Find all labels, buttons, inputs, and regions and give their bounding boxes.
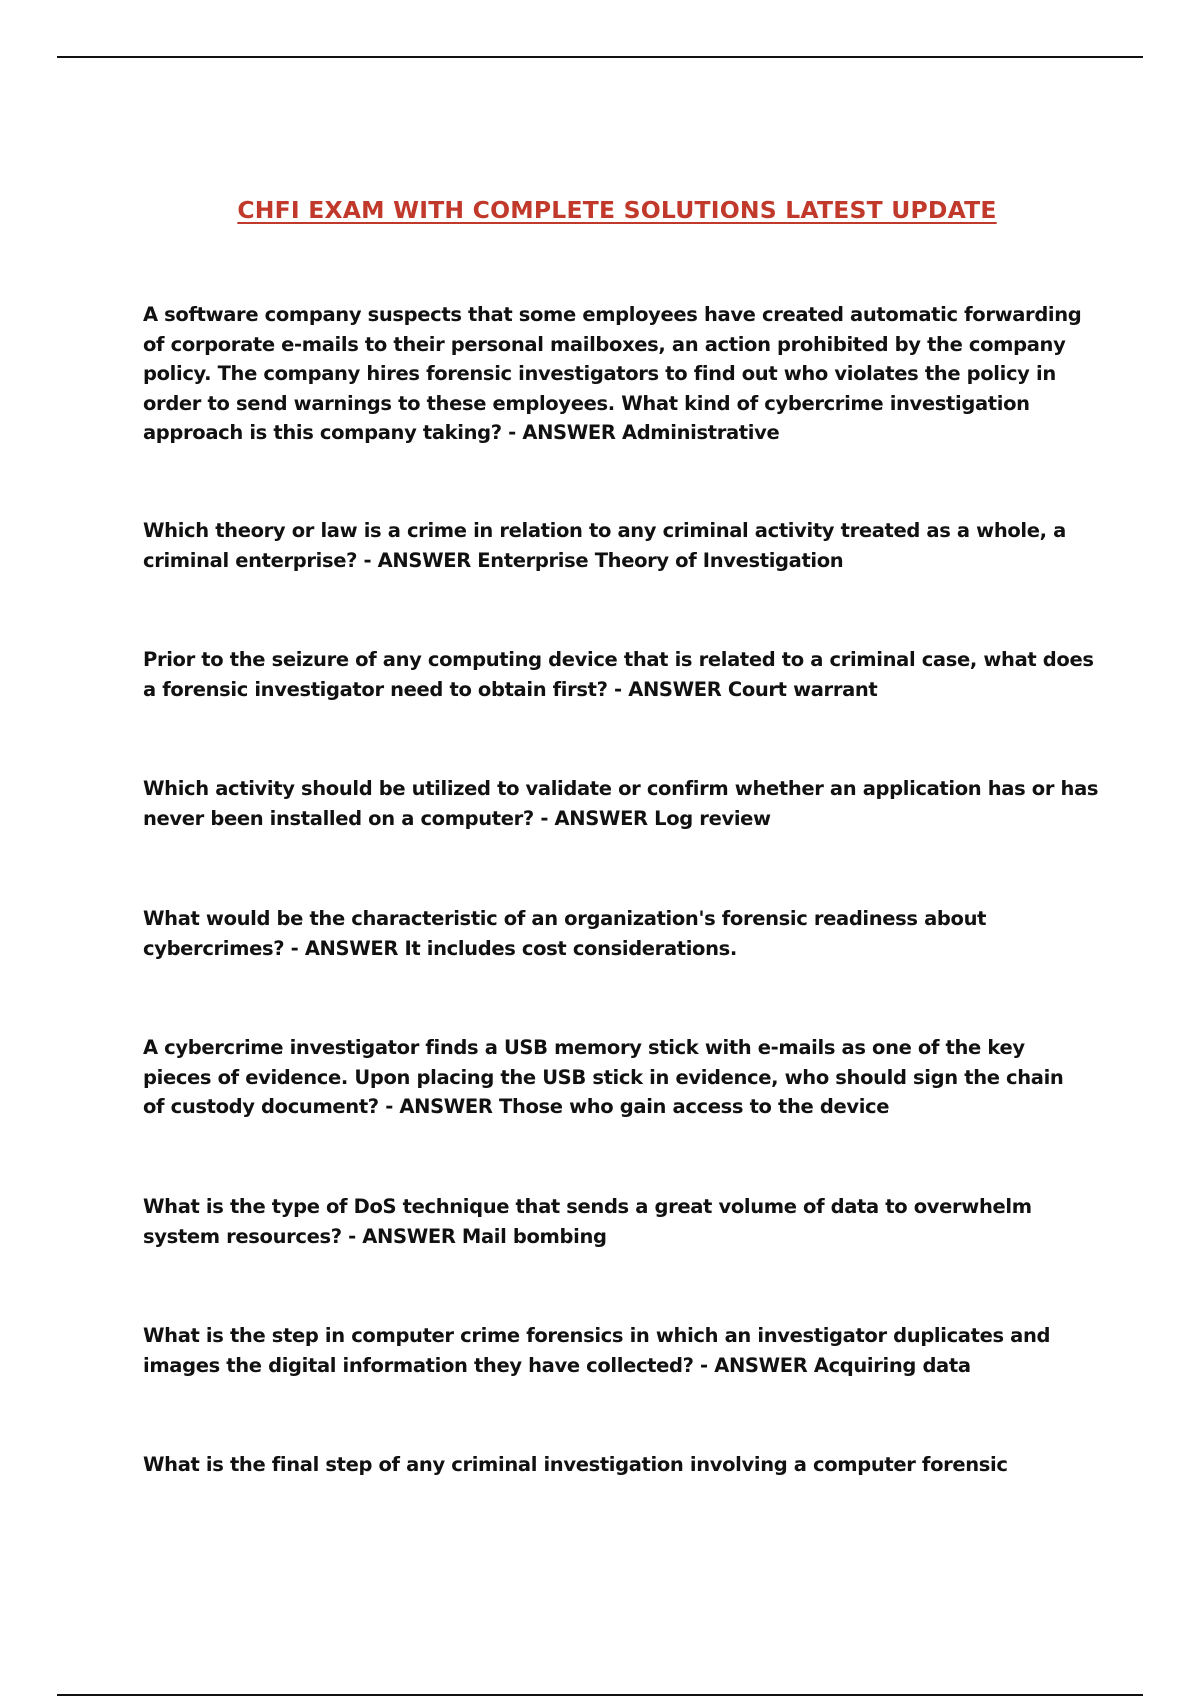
footer-divider (57, 1694, 1143, 1696)
qa-line: Which activity should be utilized to validate or confirm whether an application has or has (143, 777, 1099, 800)
qa-item-6 (143, 1033, 1103, 1122)
qa-line: policy. The company hires forensic investigators to find out who violates the policy in (143, 362, 1056, 385)
qa-line: of corporate e-mails to their personal mailboxes, an action prohibited by the company (143, 332, 1066, 356)
qa-item-7 (143, 1192, 1103, 1251)
qa-line: What is the final step of any criminal investigation involving a computer forensic (143, 1453, 1008, 1476)
qa-line: images the digital information they have collected? - ANSWER Acquiring data (143, 1353, 971, 1377)
qa-item-9 (143, 1450, 1103, 1480)
qa-item-2 (143, 516, 1103, 575)
qa-item-3 (143, 645, 1103, 704)
qa-line: approach is this company taking? - ANSWER Administrative (143, 421, 780, 444)
qa-item-8 (143, 1321, 1103, 1380)
qa-line: system resources? - ANSWER Mail bombing (143, 1224, 607, 1248)
qa-line: What would be the characteristic of an organization's forensic readiness about (143, 907, 987, 930)
qa-line: Which theory or law is a crime in relation to any criminal activity treated as a whole, a (143, 519, 1066, 542)
qa-line: pieces of evidence. Upon placing the USB stick in evidence, who should sign the chain (143, 1065, 1064, 1089)
document-title: CHFI EXAM WITH COMPLETE SOLUTIONS LATEST UPDATE (237, 196, 997, 224)
qa-line: never been installed on a computer? - ANSWER Log review (143, 806, 771, 830)
qa-line: Prior to the seizure of any computing device that is related to a criminal case, what does (143, 648, 1094, 671)
header-divider (57, 56, 1143, 58)
qa-line: order to send warnings to these employees. What kind of cybercrime investigation (143, 391, 1030, 415)
qa-line: criminal enterprise? - ANSWER Enterprise Theory of Investigation (143, 548, 844, 572)
qa-line: A software company suspects that some employees have created automatic forwarding (143, 303, 1082, 326)
qa-line: What is the step in computer crime forensics in which an investigator duplicates and (143, 1324, 1051, 1347)
qa-item-1 (143, 300, 1103, 448)
qa-line: What is the type of DoS technique that sends a great volume of data to overwhelm (143, 1195, 1032, 1218)
qa-line: of custody document? - ANSWER Those who gain access to the device (143, 1095, 890, 1118)
qa-item-4 (143, 774, 1103, 833)
qa-line: a forensic investigator need to obtain first? - ANSWER Court warrant (143, 677, 878, 701)
qa-line: A cybercrime investigator finds a USB memory stick with e-mails as one of the key (143, 1036, 1025, 1059)
qa-item-5 (143, 904, 1103, 963)
qa-line: cybercrimes? - ANSWER It includes cost considerations. (143, 936, 737, 960)
